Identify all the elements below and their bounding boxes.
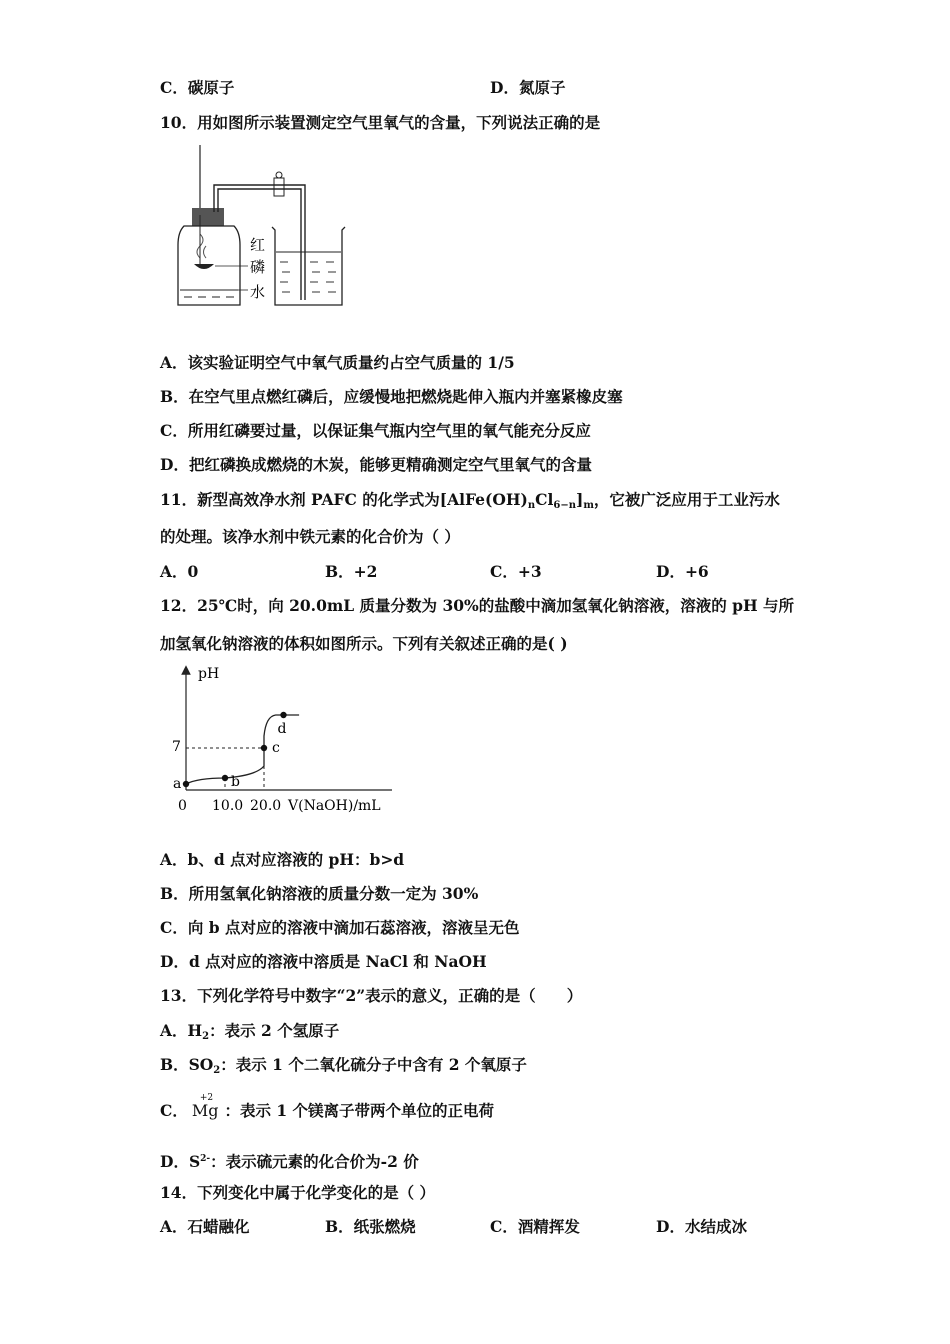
q14-option-c: C．酒精挥发 [490, 1217, 580, 1236]
point-a [183, 781, 189, 787]
q11-option-c: C．+3 [490, 562, 542, 581]
x-tick-0: 0 [178, 798, 187, 814]
point-d [280, 712, 286, 718]
q11-option-a: A．0 [160, 562, 199, 581]
point-label-b: b [231, 774, 240, 790]
point-b [222, 775, 228, 781]
q13-a-post: ：表示 2 个氢原子 [209, 1021, 340, 1040]
q13-option-d [160, 1149, 419, 1172]
q13-a-sub: 2 [202, 1031, 210, 1042]
label-red: 红 [250, 236, 266, 254]
q13-d-sup: 2- [200, 1154, 211, 1164]
q11-sub-m: m [583, 500, 594, 511]
q13-c-symbol: Mg [191, 1101, 219, 1120]
q13-c-pre: C． [160, 1101, 188, 1120]
q12-option-a: A．b、d 点对应溶液的 pH：b>d [160, 850, 405, 869]
q13-option-c [160, 1093, 495, 1121]
q11-sub-6n: 6−n [553, 500, 576, 511]
q11-stem-cl: Cl [535, 490, 554, 509]
q13-b-sub: 2 [213, 1065, 221, 1076]
y-axis-label: pH [198, 666, 220, 682]
x-tick-20: 20.0 [250, 798, 282, 814]
q10-option-c: C．所用红磷要过量，以保证集气瓶内空气里的氧气能充分反应 [160, 421, 591, 440]
q13-d-pre: D．S [160, 1152, 201, 1171]
q9-option-c: C．碳原子 [160, 78, 235, 97]
q13-b-post: ：表示 1 个二氧化硫分子中含有 2 个氧原子 [220, 1055, 527, 1074]
q13-c-valence-symbol [191, 1093, 219, 1121]
q12-option-c: C．向 b 点对应的溶液中滴加石蕊溶液，溶液呈无色 [160, 918, 520, 937]
q12-stem-line1: 12．25℃时，向 20.0mL 质量分数为 30%的盐酸中滴加氢氧化钠溶液，溶液的 pH 与所 [160, 596, 795, 615]
x-tick-10: 10.0 [212, 798, 244, 814]
q10-option-a: A．该实验证明空气中氧气质量约占空气质量的 1/5 [160, 353, 515, 372]
point-c [261, 745, 267, 751]
x-axis-label: V(NaOH)/mL [288, 798, 381, 814]
q11-stem-line1 [160, 490, 780, 516]
q10-option-b: B．在空气里点燃红磷后，应缓慢地把燃烧匙伸入瓶内并塞紧橡皮塞 [160, 387, 623, 406]
q14-stem: 14．下列变化中属于化学变化的是（ ） [160, 1183, 435, 1202]
q12-option-b: B．所用氢氧化钠溶液的质量分数一定为 30% [160, 884, 479, 903]
label-water: 水 [250, 283, 266, 301]
label-phosphorus: 磷 [250, 258, 266, 276]
q11-stem-bracket: ] [575, 490, 584, 509]
q9-option-d: D．氮原子 [490, 78, 566, 97]
q10-option-d: D．把红磷换成燃烧的木炭，能够更精确测定空气里氧气的含量 [160, 455, 592, 474]
q13-option-b [160, 1055, 527, 1081]
point-label-c: c [272, 740, 280, 756]
q10-stem: 10．用如图所示装置测定空气里氧气的含量，下列说法正确的是 [160, 113, 601, 132]
q11-option-b: B．+2 [325, 562, 378, 581]
q11-stem-post: ，它被广泛应用于工业污水 [593, 490, 780, 509]
q13-c-post: ：表示 1 个镁离子带两个单位的正电荷 [224, 1101, 495, 1120]
q13-option-a [160, 1021, 339, 1047]
q11-stem-pre: 11．新型高效净水剂 PAFC 的化学式为[AlFe(OH) [160, 490, 528, 509]
q13-b-pre: B．SO [160, 1055, 214, 1074]
q14-option-d: D．水结成冰 [656, 1217, 747, 1236]
q11-option-d: D．+6 [656, 562, 709, 581]
q13-a-pre: A．H [160, 1021, 203, 1040]
point-label-d: d [277, 721, 287, 737]
q13-stem: 13．下列化学符号中数字“2”表示的意义，正确的是（ ） [160, 986, 583, 1005]
point-label-a: a [173, 776, 182, 792]
q14-option-a: A．石蜡融化 [160, 1217, 250, 1236]
q11-stem-line2: 的处理。该净水剂中铁元素的化合价为（ ） [160, 527, 460, 546]
q12-ph-chart [160, 660, 400, 820]
q14-option-b: B．纸张燃烧 [325, 1217, 416, 1236]
q12-option-d: D．d 点对应的溶液中溶质是 NaCl 和 NaOH [160, 952, 487, 971]
q13-d-post: ：表示硫元素的化合价为-2 价 [210, 1152, 419, 1171]
q13-c-sup: +2 [199, 1093, 214, 1103]
y-tick-7: 7 [172, 739, 181, 755]
q12-stem-line2: 加氢氧化钠溶液的体积如图所示。下列有关叙述正确的是( ) [160, 634, 568, 653]
q10-apparatus-figure [170, 140, 350, 315]
q11-sub-n: n [527, 500, 536, 511]
